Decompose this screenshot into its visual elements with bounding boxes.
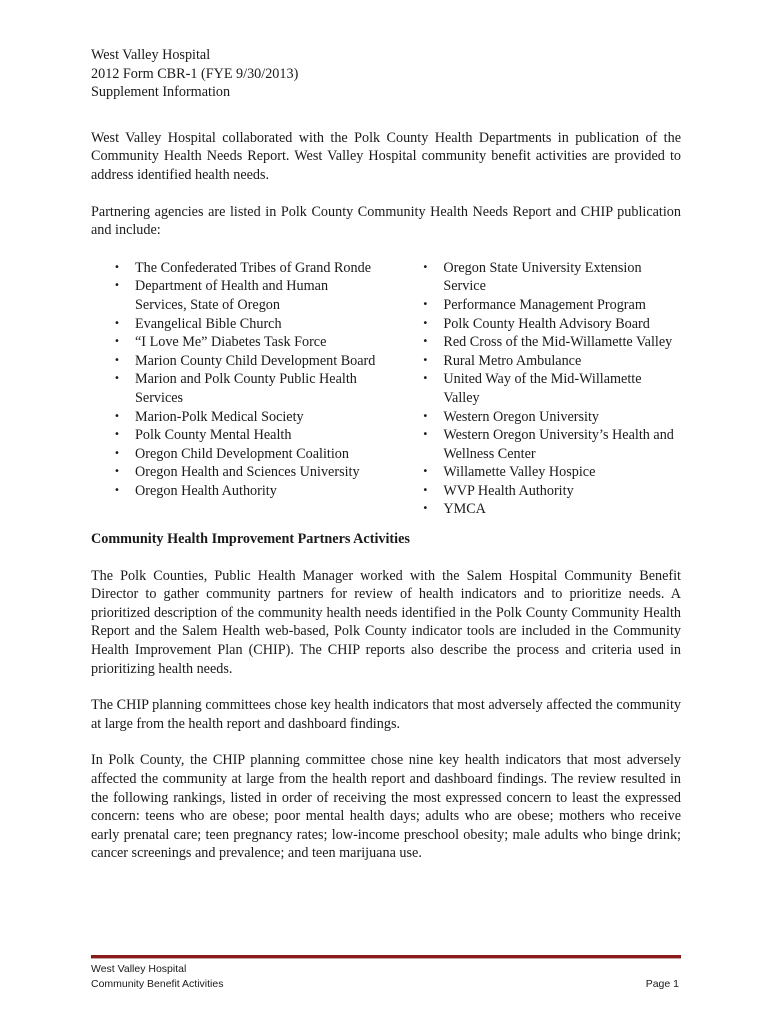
bullet-icon: •: [114, 447, 120, 459]
partner-name: WVP Health Authority: [443, 482, 574, 499]
partner-list-right: [399, 259, 681, 519]
partner-list-item: [91, 315, 382, 334]
bullet-icon: •: [422, 261, 429, 273]
bullet-icon: •: [114, 317, 120, 329]
bullet-icon: •: [114, 429, 120, 441]
bullet-icon: •: [422, 298, 429, 310]
partner-list-item: [91, 277, 382, 314]
partner-list-item: [91, 482, 382, 501]
page-number: Page 1: [645, 978, 679, 990]
section-paragraph-2: The CHIP planning committees chose key health indicators that most adversely affected the community at large from the health report and dashboard findings.: [91, 697, 681, 732]
partner-name: “I Love Me” Diabetes Task Force: [135, 334, 327, 351]
bullet-icon: •: [114, 261, 120, 273]
footer-org-name: West Valley Hospital: [91, 963, 187, 975]
footer-doc-title: Community Benefit Activities: [91, 978, 224, 990]
header-hospital-name: West Valley Hospital: [91, 47, 211, 63]
partner-list-left: [91, 259, 382, 519]
partner-list-item: [399, 426, 681, 463]
bullet-icon: •: [422, 503, 429, 515]
partner-name: Western Oregon University: [443, 408, 600, 425]
footer-divider: [91, 955, 681, 959]
partner-list-item: [399, 463, 681, 482]
partner-name: Marion-Polk Medical Society: [135, 408, 304, 425]
partner-name: Evangelical Bible Church: [135, 315, 282, 332]
partner-name: Oregon Child Development Coalition: [135, 445, 349, 462]
partner-name: Marion and Polk County Public Health Services: [135, 371, 357, 406]
bullet-icon: •: [114, 484, 120, 496]
bullet-icon: •: [114, 373, 120, 385]
bullet-icon: •: [114, 280, 120, 292]
partner-list-item: [399, 408, 681, 427]
bullet-icon: •: [422, 373, 429, 385]
bullet-icon: •: [114, 336, 120, 348]
bullet-icon: •: [114, 466, 120, 478]
section-heading: Community Health Improvement Partners Activities: [91, 531, 410, 548]
partner-name: YMCA: [443, 501, 486, 518]
partner-name: Oregon Health and Sciences University: [135, 464, 360, 481]
document-page: [91, 46, 681, 863]
partner-list-item: [91, 370, 382, 407]
bullet-icon: •: [114, 354, 120, 366]
bullet-icon: •: [422, 336, 429, 348]
intro-paragraph: West Valley Hospital collaborated with the Polk County Health Departments in publication of the Community Health Needs Report. West Valley Hospital community benefit activities are provided to address identified health needs.: [91, 129, 681, 183]
partner-list-item: [91, 445, 382, 464]
section-paragraph-3: In Polk County, the CHIP planning committee chose nine key health indicators that most adversely affected the community at large from the health report and dashboard findings. The review resulted in the following rankings, listed in order of receiving the most expressed concern to least the expressed concern: teens who are obese; poor mental health days; adults who are obese; mothers who receive early prenatal care; teen pregnancy rates; low-income preschool obesity; male adults who binge drink; cancer screenings and prevalence; and teen marijuana use.: [91, 752, 681, 862]
bullet-icon: •: [422, 410, 429, 422]
partner-list-item: [399, 259, 681, 296]
partner-list-item: [399, 296, 681, 315]
bullet-icon: •: [114, 410, 120, 422]
partner-list-item: [399, 482, 681, 501]
header-form-id: 2012 Form CBR-1 (FYE 9/30/2013): [91, 65, 299, 82]
bullet-icon: •: [422, 466, 429, 478]
bullet-icon: •: [422, 354, 429, 366]
partners-intro-paragraph: Partnering agencies are listed in Polk County Community Health Needs Report and CHIP publication and include:: [91, 203, 681, 239]
partner-list-item: [91, 463, 382, 482]
page-footer: [91, 962, 681, 992]
partner-list: [91, 259, 681, 519]
partner-list-item: [399, 370, 681, 407]
partner-name: Marion County Child Development Board: [135, 352, 376, 369]
partner-list-item: [91, 408, 382, 427]
partner-name: Western Oregon University’s Health and Wellness Center: [443, 427, 674, 462]
partner-list-item: [399, 315, 681, 334]
partner-name: Polk County Mental Health: [135, 427, 292, 444]
partner-name: Red Cross of the Mid-Willamette Valley: [443, 334, 673, 351]
header-supplement-label: Supplement Information: [91, 84, 231, 101]
partner-list-item: [399, 500, 681, 519]
partner-name: Rural Metro Ambulance: [443, 352, 582, 369]
bullet-icon: •: [422, 317, 429, 329]
partner-list-item: [399, 333, 681, 352]
partner-list-item: [91, 333, 382, 352]
partner-name: Oregon State University Extension Service: [443, 259, 642, 295]
partner-list-item: [399, 352, 681, 371]
bullet-icon: •: [422, 484, 429, 496]
partner-list-item: [91, 259, 382, 278]
partner-name: United Way of the Mid-Willamette Valley: [443, 371, 642, 406]
bullet-icon: •: [422, 429, 429, 441]
partner-name: Polk County Health Advisory Board: [443, 315, 650, 332]
partner-name: Performance Management Program: [443, 296, 646, 313]
partner-list-item: [91, 426, 382, 445]
document-header: [91, 46, 681, 102]
partner-name: Willamette Valley Hospice: [443, 464, 596, 481]
partner-name: Department of Health and Human Services, State of Oregon: [135, 278, 329, 313]
partner-name: Oregon Health Authority: [135, 482, 277, 499]
partner-name: The Confederated Tribes of Grand Ronde: [135, 259, 372, 276]
partner-list-item: [91, 352, 382, 371]
section-paragraph-1: The Polk Counties, Public Health Manager worked with the Salem Hospital Community Benefit Director to gather community partners for review of health indicators and to prioritize needs. A prioritized description of the community health needs identified in the Polk County Community Health Report and the Salem Health web-based, Polk County indicator tools are included in the Community Health Improvement Plan (CHIP). The CHIP reports also describe the process and criteria used in prioritizing health needs.: [91, 567, 681, 677]
